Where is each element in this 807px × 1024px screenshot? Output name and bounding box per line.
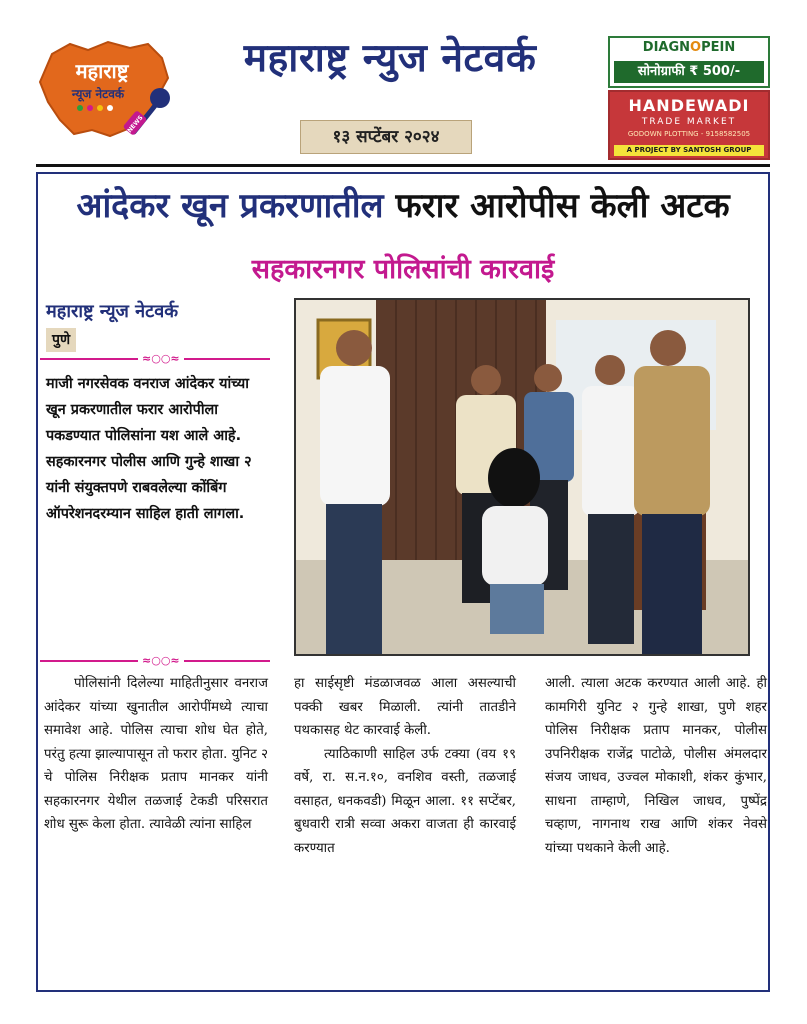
handewadi-ad[interactable]: [608, 90, 770, 160]
diagnopein-rest: PEIN: [701, 40, 736, 55]
mic-label: NEWS: [126, 114, 145, 135]
masthead-rule: [36, 164, 770, 167]
police-group-photo: [296, 300, 748, 654]
dateline-city: पुणे: [46, 328, 76, 352]
masthead-title: महाराष्ट्र न्युज नेटवर्क: [243, 35, 537, 81]
headline-part1: आंदेकर खून प्रकरणातील: [76, 186, 384, 226]
subheadline: सहकारनगर पोलिसांची कारवाई: [251, 254, 555, 285]
body-column-3: [545, 672, 767, 860]
news-photo: [294, 298, 750, 656]
lead-paragraph: माजी नगरसेवक वनराज आंदेकर यांच्या खून प्रकरणातील फरार आरोपीला पकडण्यात पोलिसांना यश आले आहे. सहकारनगर पोलीस आणि गुन्हे शाखा २ यांनी संयुक्तपणे राबवलेल्या कोंबिंग ऑपरेशनदरम्यान साहिल हाती लागला.: [46, 376, 252, 522]
diagnopein-offer: सोनोग्राफी ₹ 500/-: [614, 61, 764, 83]
diagnopein-o: O: [690, 40, 702, 55]
handewadi-plotting: GODOWN PLOTTING - 9158582505: [627, 130, 751, 138]
ornament-divider: [40, 654, 270, 668]
ornament-divider: [40, 352, 270, 366]
logo-line2: न्यूज नेटवर्क: [71, 87, 125, 101]
maharashtra-map-logo: [30, 36, 178, 144]
diagnopein-name: DIAGN: [642, 40, 691, 55]
divider-ornament: ≈○○≈: [138, 352, 184, 366]
issue-date: १३ सप्टेंबर २०२४: [300, 120, 472, 154]
logo-line1: महाराष्ट्र: [75, 59, 129, 83]
handewadi-title: HANDEWADI: [628, 96, 750, 115]
divider-ornament: ≈○○≈: [138, 654, 184, 668]
body-paragraph: त्याठिकाणी साहिल उर्फ टक्या (वय १९ वर्षे, रा. स.न.१०, वनशिव वस्ती, तळजाई वसाहत, धनकवडी) मिळून आला. ११ सप्टेंबर, बुधवारी रात्री सव्वा अकरा वाजता ही कारवाई करण्यात: [294, 746, 516, 856]
body-column-2: [294, 672, 516, 860]
byline: महाराष्ट्र न्यूज नेटवर्क: [46, 301, 179, 322]
body-paragraph: आली. त्याला अटक करण्यात आली आहे. ही कामगिरी युनिट २ गुन्हे शाखा, पुणे शहर पोलिस निरीक्षक प्रताप मानकर, पोलीस उपनिरीक्षक राजेंद्र पाटोळे, पोलीस अंमलदार संजय जाधव, उज्वल मोकाशी, शंकर कुंभार, साधना ताम्हाणे, निखिल जाधव, पुष्पेंद्र चव्हाण, नागनाथ राख आणि शंकर नेवसे यांच्या पथकाने केली आहे.: [545, 676, 767, 856]
headline-part2: फरार आरोपीस केली अटक: [395, 186, 730, 226]
body-paragraph: हा साईसृष्टी मंडळाजवळ आला असल्याची पक्की खबर मिळाली. त्यांनी तातडीने पथकासह थेट कारवाई केली.: [294, 676, 516, 738]
body-column-1: [44, 672, 268, 837]
handewadi-project: A PROJECT BY SANTOSH GROUP: [614, 145, 764, 156]
handewadi-subtitle: TRADE MARKET: [641, 117, 737, 127]
headline: [40, 182, 766, 230]
diagnopein-ad[interactable]: [608, 36, 770, 88]
masthead-logo: [30, 36, 178, 144]
body-paragraph: पोलिसांनी दिलेल्या माहितीनुसार वनराज आंदेकर यांच्या खुनातील आरोपींमध्ये त्याचा समावेश आहे. पोलिस त्याचा शोध घेत होते, परंतु हत्या झाल्यापासून तो फरार होता. युनिट २ चे पोलिस निरीक्षक प्रताप मानकर यांनी सहकारनगर येथील तळजाई टेकडी परिसरात शोध सुरू केला होता. त्यावेळी त्यांना साहिल: [44, 676, 268, 832]
diagnopein-logo: [610, 40, 768, 55]
